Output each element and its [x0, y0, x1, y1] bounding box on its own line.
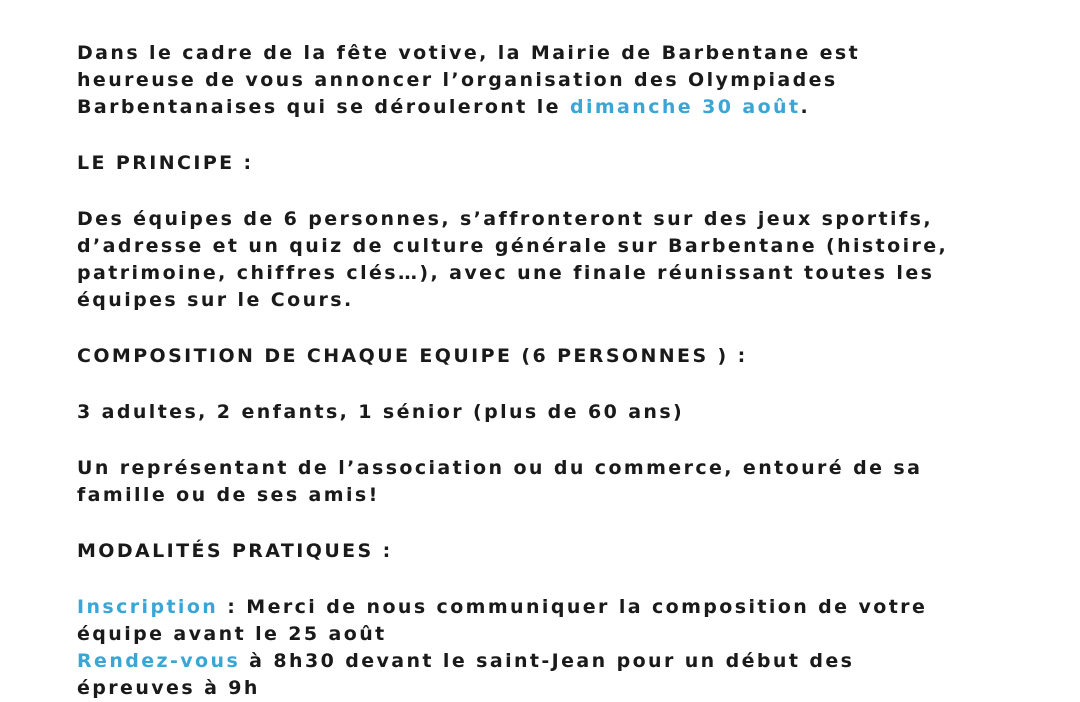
- event-date-highlight: dimanche 30 août: [569, 96, 801, 118]
- inscription-line: [77, 594, 1037, 621]
- rendezvous-line: épreuves à 9h: [77, 677, 260, 699]
- rendezvous-text: à 8h30 devant le saint-Jean pour un début des: [240, 650, 855, 672]
- rendezvous-line: [77, 648, 1037, 675]
- inscription-block: [77, 594, 1037, 648]
- principe-paragraph: [77, 206, 1037, 314]
- inscription-text: : Merci de nous communiquer la composition de votre: [218, 596, 928, 618]
- intro-line: Dans le cadre de la fête votive, la Mairie de Barbentane est: [77, 42, 861, 64]
- modalites-heading: MODALITÉS PRATIQUES :: [77, 540, 393, 562]
- intro-text: Barbentanaises qui se dérouleront le: [77, 96, 570, 118]
- principe-line: équipes sur le Cours.: [77, 289, 354, 311]
- representative-line: famille ou de ses amis!: [77, 484, 380, 506]
- composition-members: 3 adultes, 2 enfants, 1 sénior (plus de 60 ans): [77, 401, 685, 423]
- intro-period: .: [800, 96, 811, 118]
- inscription-label: Inscription: [77, 596, 219, 618]
- principe-line: d’adresse et un quiz de culture générale sur Barbentane (histoire,: [77, 235, 949, 257]
- rendezvous-label: Rendez-vous: [77, 650, 241, 672]
- intro-line: [77, 94, 1037, 121]
- composition-heading: COMPOSITION DE CHAQUE EQUIPE (6 PERSONNES ) :: [77, 345, 748, 367]
- document-body: [77, 40, 1037, 702]
- composition-representative: [77, 455, 1037, 509]
- intro-paragraph: [77, 40, 1037, 121]
- intro-line: heureuse de vous annoncer l’organisation des Olympiades: [77, 69, 838, 91]
- inscription-line: équipe avant le 25 août: [77, 623, 387, 645]
- principe-heading: LE PRINCIPE :: [77, 152, 254, 174]
- representative-line: Un représentant de l’association ou du commerce, entouré de sa: [77, 457, 923, 479]
- principe-line: patrimoine, chiffres clés…), avec une finale réunissant toutes les: [77, 262, 935, 284]
- rendezvous-block: [77, 648, 1037, 702]
- principe-line: Des équipes de 6 personnes, s’affronteront sur des jeux sportifs,: [77, 208, 933, 230]
